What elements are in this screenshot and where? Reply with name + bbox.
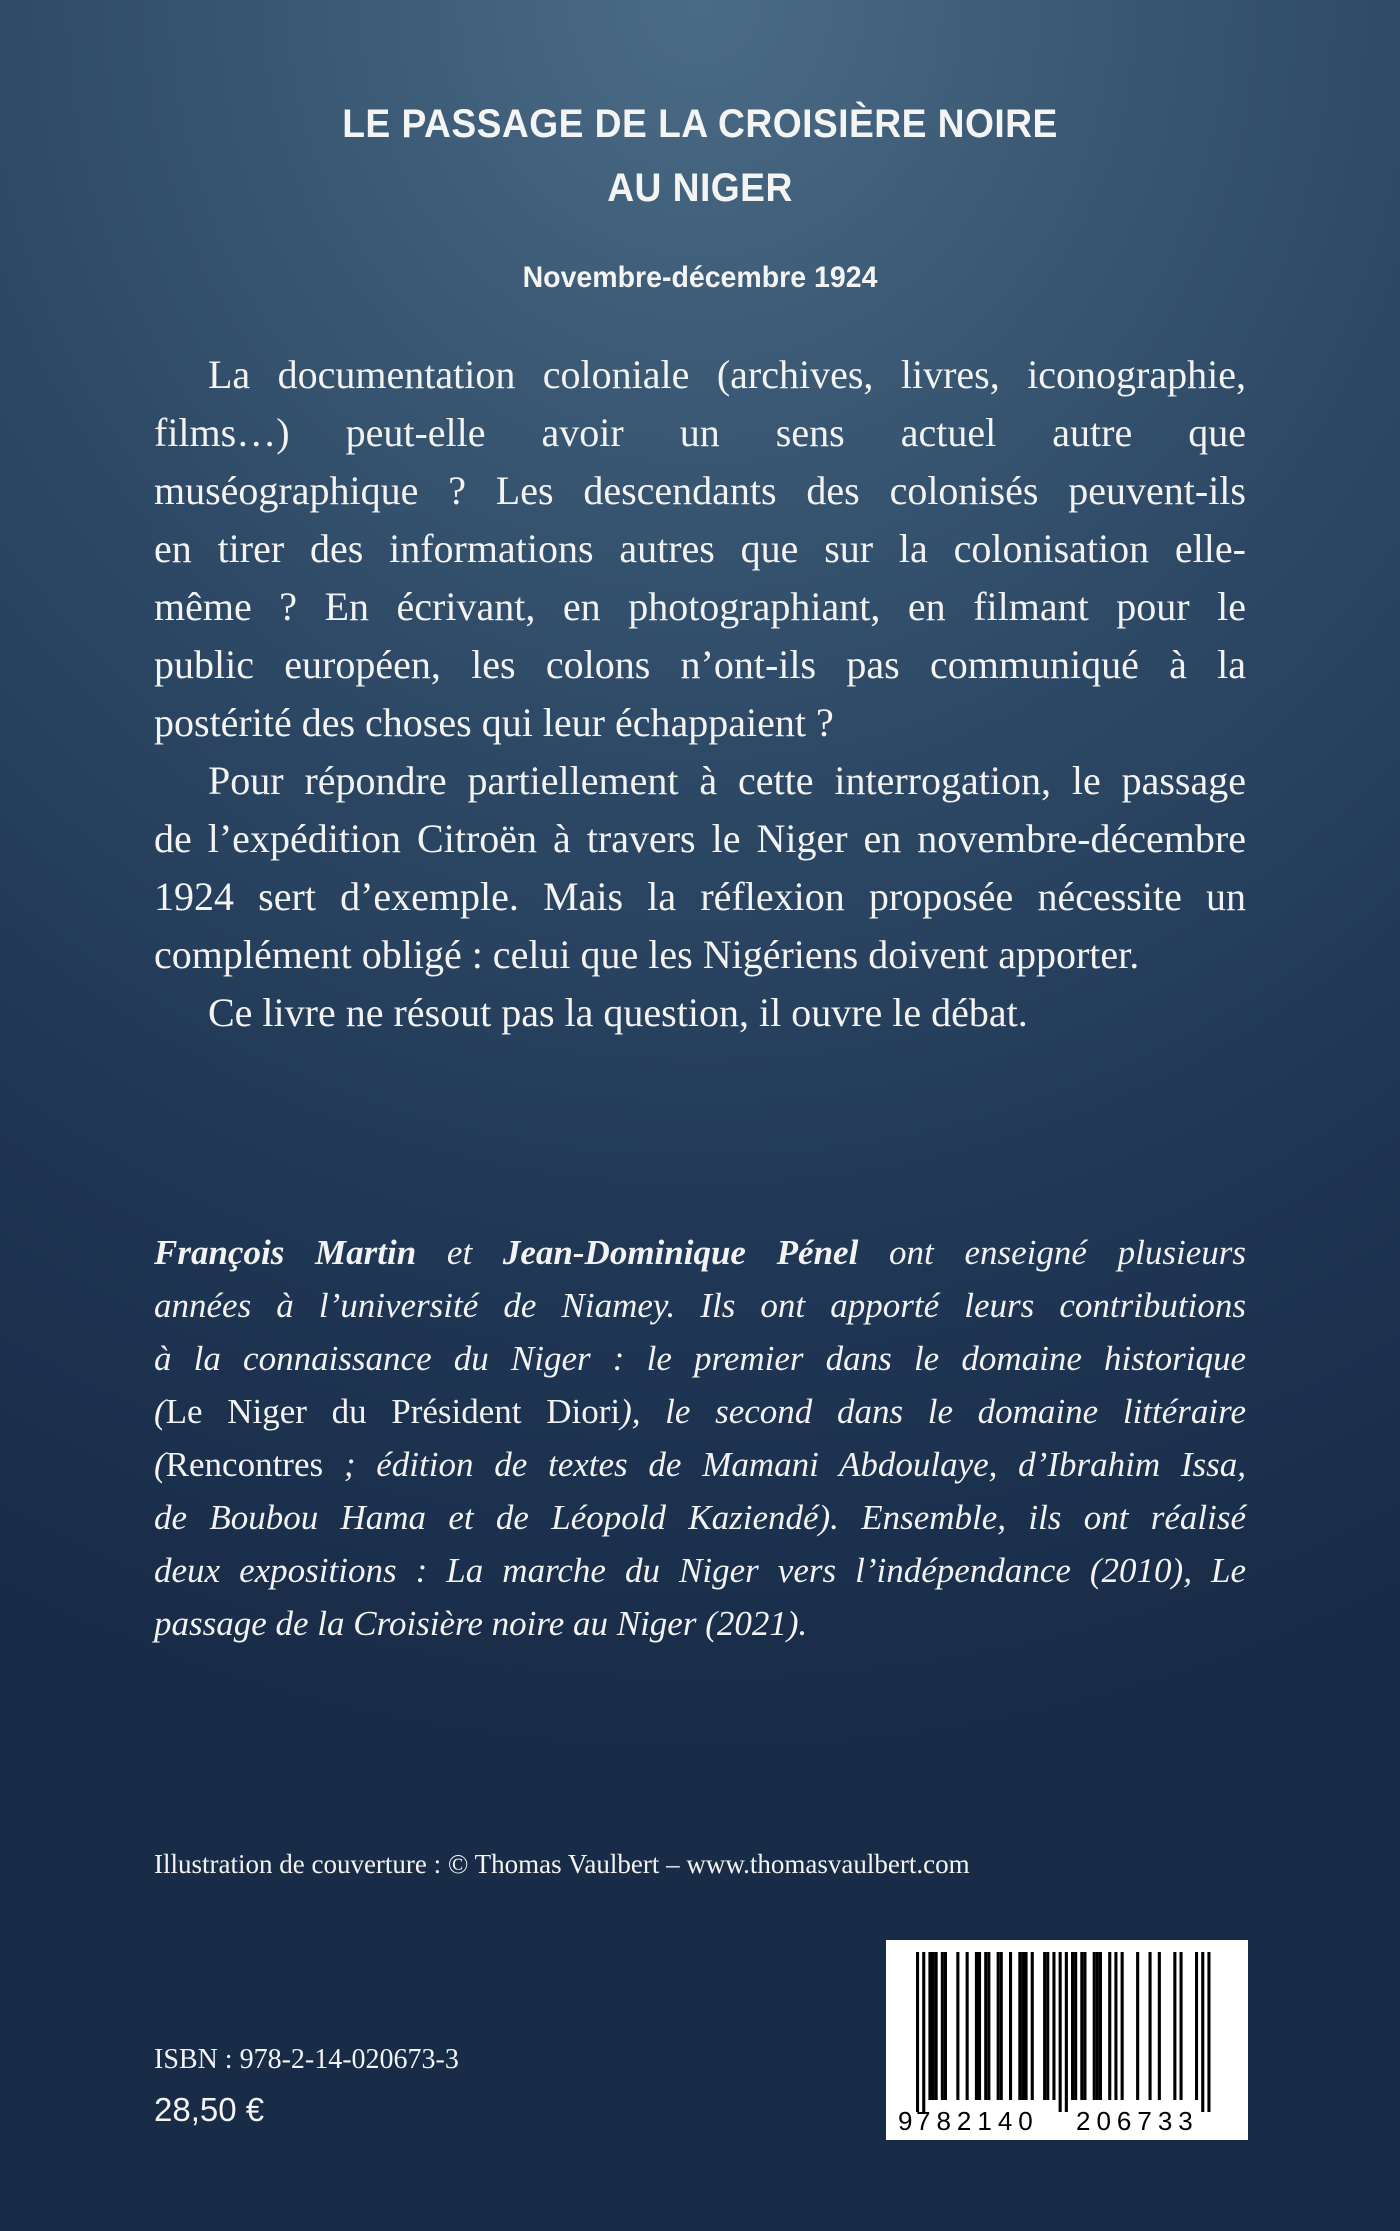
- barcode-digits-left: 782140: [916, 2106, 1039, 2136]
- cover-credit: Illustration de couverture : © Thomas Vaulbert – www.thomasvaulbert.com: [154, 1849, 970, 1879]
- barcode-digit: 9: [898, 2106, 913, 2136]
- summary-line: 1924 sert d’exemple. Mais la réflexion proposée nécessite un: [154, 874, 1246, 919]
- barcode-bar: [1046, 1952, 1049, 2100]
- barcode-bar: [1158, 1952, 1161, 2100]
- bio-line: deux expositions : La marche du Niger vers l’indépendance (2010), Le: [154, 1551, 1246, 1590]
- barcode-bar: [1093, 1952, 1096, 2100]
- barcode-bar: [1096, 1952, 1099, 2100]
- barcode-bar: [1000, 1952, 1003, 2100]
- bio-line: de Boubou Hama et de Léopold Kaziendé). Ensemble, ils ont réalisé: [154, 1498, 1246, 1537]
- summary-line: complément obligé : celui que les Nigériens doivent apporter.: [154, 932, 1140, 977]
- barcode-bar: [941, 1952, 944, 2100]
- barcode-guard-bar: [1201, 1952, 1204, 2112]
- barcode-graphic: [886, 1940, 1248, 2140]
- summary-line: Ce livre ne résout pas la question, il ouvre le débat.: [208, 990, 1028, 1035]
- barcode-guard-bar: [1059, 1952, 1062, 2112]
- barcode-bar: [984, 1952, 987, 2100]
- summary-text: [154, 346, 1246, 1042]
- barcode-bar: [1052, 1952, 1055, 2100]
- barcode-guard-bar: [1065, 1952, 1068, 2112]
- author-name-2: Jean-Dominique Pénel: [502, 1233, 859, 1272]
- barcode-bar: [966, 1952, 969, 2100]
- barcode-bar: [1114, 1952, 1117, 2100]
- summary-line: public européen, les colons n’ont-ils pas communiqué à la: [154, 642, 1246, 687]
- bio-line: [154, 1385, 1246, 1438]
- barcode-bar: [1074, 1952, 1077, 2100]
- book-subtitle: Novembre-décembre 1924: [522, 261, 878, 294]
- barcode-bar: [987, 1952, 990, 2100]
- bio-text: ont enseigné plusieurs: [858, 1233, 1246, 1272]
- barcode-bar: [1018, 1952, 1021, 2100]
- bio-text: (: [154, 1445, 166, 1484]
- book-title-line-1: LE PASSAGE DE LA CROISIÈRE NOIRE: [342, 102, 1058, 146]
- barcode-bar: [1071, 1952, 1074, 2100]
- summary-line: muséographique ? Les descendants des colonisés peuvent-ils: [154, 468, 1246, 513]
- bio-line: [154, 1226, 1246, 1279]
- barcode-bar: [1099, 1952, 1102, 2100]
- book-title: [49, 92, 1351, 220]
- bio-line: années à l’université de Niamey. Ils ont apporté leurs contributions: [154, 1286, 1246, 1325]
- price-text: 28,50 €: [154, 2091, 265, 2128]
- summary-line: La documentation coloniale (archives, livres, iconographie,: [208, 352, 1246, 397]
- barcode-bar: [932, 1952, 935, 2100]
- bio-conjunction: et: [416, 1233, 503, 1272]
- barcode-guard-bar: [922, 1952, 925, 2112]
- barcode-bar: [997, 1952, 1000, 2100]
- summary-line: en tirer des informations autres que sur la colonisation elle-: [154, 526, 1246, 571]
- bio-text: ; édition de textes de Mamani Abdoulaye, d’Ibrahim Issa,: [323, 1445, 1246, 1484]
- barcode-bar: [978, 1952, 981, 2100]
- barcode-bar: [1108, 1952, 1111, 2100]
- barcode-bar: [1021, 1952, 1024, 2100]
- barcode-bar: [1149, 1952, 1152, 2100]
- barcode-bars: [916, 1952, 1211, 2112]
- summary-line: même ? En écrivant, en photographiant, en filmant pour le: [154, 584, 1246, 629]
- barcode-bar: [1180, 1952, 1183, 2100]
- work-title-2: Rencontres: [165, 1445, 324, 1484]
- isbn-text: ISBN : 978-2-14-020673-3: [154, 2044, 459, 2075]
- bio-line: [154, 1438, 1246, 1491]
- bio-line: passage de la Croisière noire au Niger (2021).: [154, 1604, 808, 1643]
- summary-line: de l’expédition Citroën à travers le Niger en novembre-décembre: [154, 816, 1246, 861]
- author-name-1: François Martin: [154, 1233, 417, 1272]
- barcode-bar: [1195, 1952, 1198, 2100]
- barcode-bar: [1031, 1952, 1034, 2100]
- bio-text: ), le second dans le domaine littéraire: [620, 1392, 1246, 1431]
- barcode-guard-bar: [1207, 1952, 1210, 2112]
- barcode-bar: [1080, 1952, 1083, 2100]
- barcode-bar: [956, 1952, 959, 2100]
- barcode-bar: [935, 1952, 938, 2100]
- author-bio: [154, 1226, 1246, 1650]
- barcode-bar: [1043, 1952, 1046, 2100]
- work-title-1: Le Niger du Président Diori: [165, 1392, 621, 1431]
- barcode-bar: [1025, 1952, 1028, 2100]
- barcode-bar: [1083, 1952, 1086, 2100]
- bio-line: à la connaissance du Niger : le premier dans le domaine historique: [154, 1339, 1246, 1378]
- barcode-bar: [928, 1952, 931, 2100]
- barcode-bar: [1009, 1952, 1012, 2100]
- bio-text: (: [154, 1392, 166, 1431]
- barcode-bar: [975, 1952, 978, 2100]
- book-title-line-2: AU NIGER: [607, 166, 793, 210]
- summary-line: postérité des choses qui leur échappaient ?: [154, 700, 834, 745]
- barcode-bar: [1121, 1952, 1124, 2100]
- barcode-bar: [944, 1952, 947, 2100]
- barcode-guard-bar: [916, 1952, 919, 2112]
- barcode: [886, 1940, 1248, 2140]
- summary-line: Pour répondre partiellement à cette interrogation, le passage: [208, 758, 1246, 803]
- barcode-bar: [1136, 1952, 1139, 2100]
- summary-line: films…) peut-elle avoir un sens actuel autre que: [154, 410, 1246, 455]
- barcode-bar: [1173, 1952, 1176, 2100]
- barcode-digits-right: 206733: [1076, 2106, 1199, 2136]
